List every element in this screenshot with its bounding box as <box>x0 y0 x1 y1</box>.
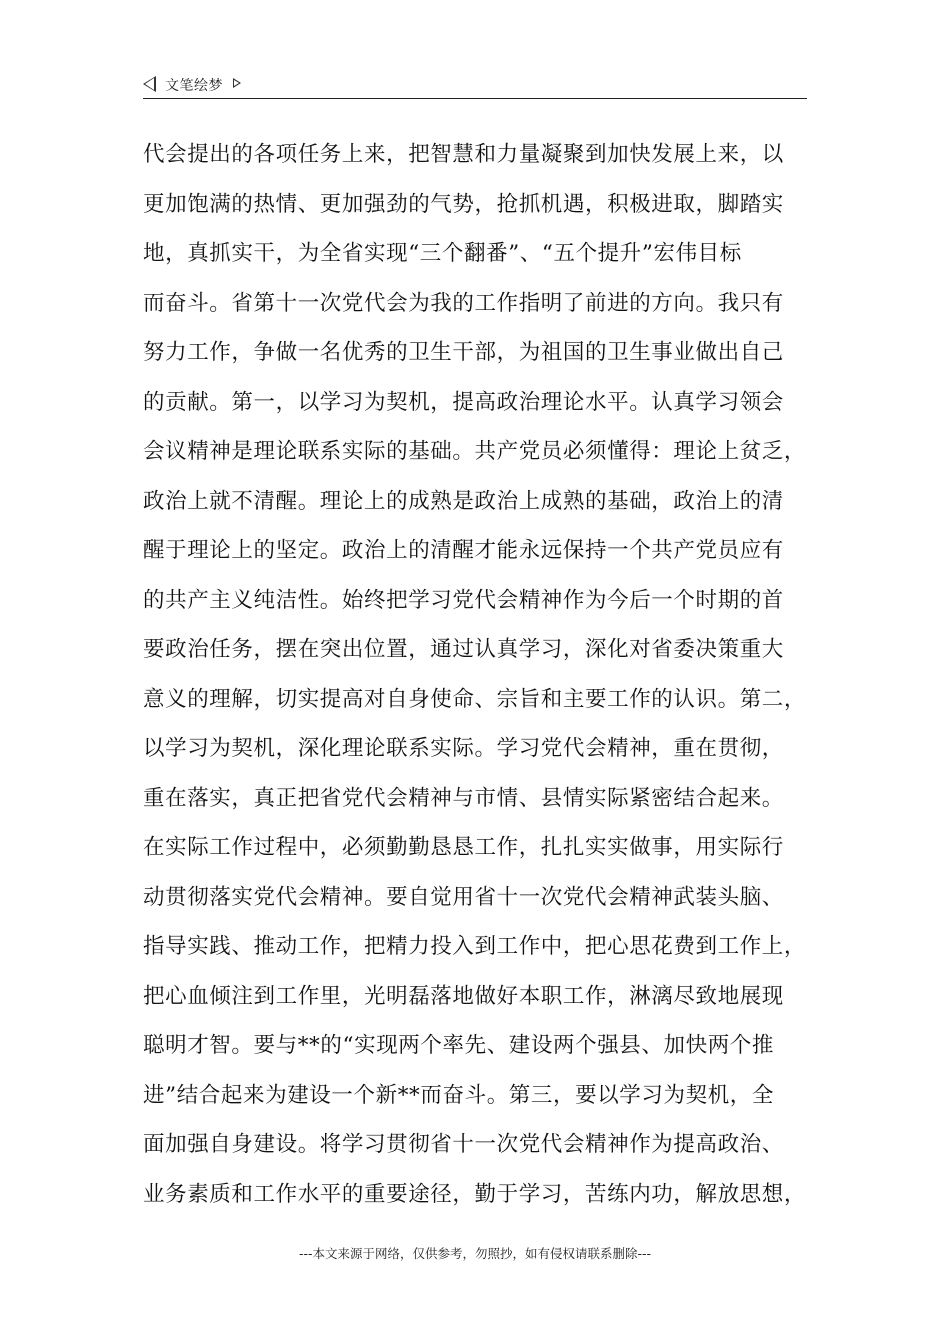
body-line: 进”结合起来为建设一个新**而奋斗。第三，要以学习为契机，全 <box>143 1082 774 1108</box>
body-line: 醒于理论上的坚定。政治上的清醒才能永远保持一个共产党员应有 <box>143 538 784 563</box>
header-title: 文笔绘梦 <box>165 78 223 94</box>
page-header <box>143 72 807 99</box>
body-line: 重在落实，真正把省党代会精神与市情、县情实际紧密结合起来。 <box>143 785 784 811</box>
body-line: 要政治任务，摆在突出位置，通过认真学习，深化对省委决策重大 <box>143 637 784 662</box>
body-line: 努力工作，争做一名优秀的卫生干部，为祖国的卫生事业做出自己 <box>143 340 784 365</box>
body-line: 在实际工作过程中，必须勤勤恳恳工作，扎扎实实做事，用实际行 <box>143 835 784 860</box>
footer-disclaimer: ---本文来源于网络，仅供参考，勿照抄，如有侵权请联系删除--- <box>298 1246 652 1261</box>
body-line: 而奋斗。省第十一次党代会为我的工作指明了前进的方向。我只有 <box>143 290 784 316</box>
body-line: 地，真抓实干，为全省实现“三个翻番”、“五个提升”宏伟目标 <box>143 241 742 266</box>
body-line: 动贯彻落实党代会精神。要自觉用省十一次党代会精神武装头脑、 <box>143 884 784 910</box>
body-line: 政治上就不清醒。理论上的成熟是政治上成熟的基础，政治上的清 <box>143 488 784 514</box>
body-line: 面加强自身建设。将学习贯彻省十一次党代会精神作为提高政治、 <box>143 1132 784 1157</box>
body-line: 业务素质和工作水平的重要途径，勤于学习，苦练内功，解放思想， <box>143 1181 807 1207</box>
body-line: 的贡献。第一，以学习为契机，提高政治理论水平。认真学习领会 <box>143 389 784 415</box>
document-body <box>143 130 823 1219</box>
body-line: 会议精神是理论联系实际的基础。共产党员必须懂得：理论上贫乏， <box>143 439 807 464</box>
body-line: 的共产主义纯洁性。始终把学习党代会精神作为今后一个时期的首 <box>143 587 784 613</box>
body-line: 代会提出的各项任务上来，把智慧和力量凝聚到加快发展上来，以 <box>143 142 784 167</box>
body-line: 更加饱满的热情、更加强劲的气势，抢抓机遇，积极进取，脚踏实 <box>143 191 784 217</box>
right-triangle-icon <box>233 78 241 88</box>
body-line: 把心血倾注到工作里，光明磊落地做好本职工作，淋漓尽致地展现 <box>143 983 784 1009</box>
left-triangle-icon <box>143 76 156 92</box>
body-line: 意义的理解，切实提高对自身使命、宗旨和主要工作的认识。第二， <box>143 686 807 712</box>
body-line: 聪明才智。要与**的“实现两个率先、建设两个强县、加快两个推 <box>143 1033 774 1058</box>
body-line: 以学习为契机，深化理论联系实际。学习党代会精神，重在贯彻， <box>143 736 784 761</box>
body-line: 指导实践、推动工作，把精力投入到工作中，把心思花费到工作上， <box>143 934 807 959</box>
